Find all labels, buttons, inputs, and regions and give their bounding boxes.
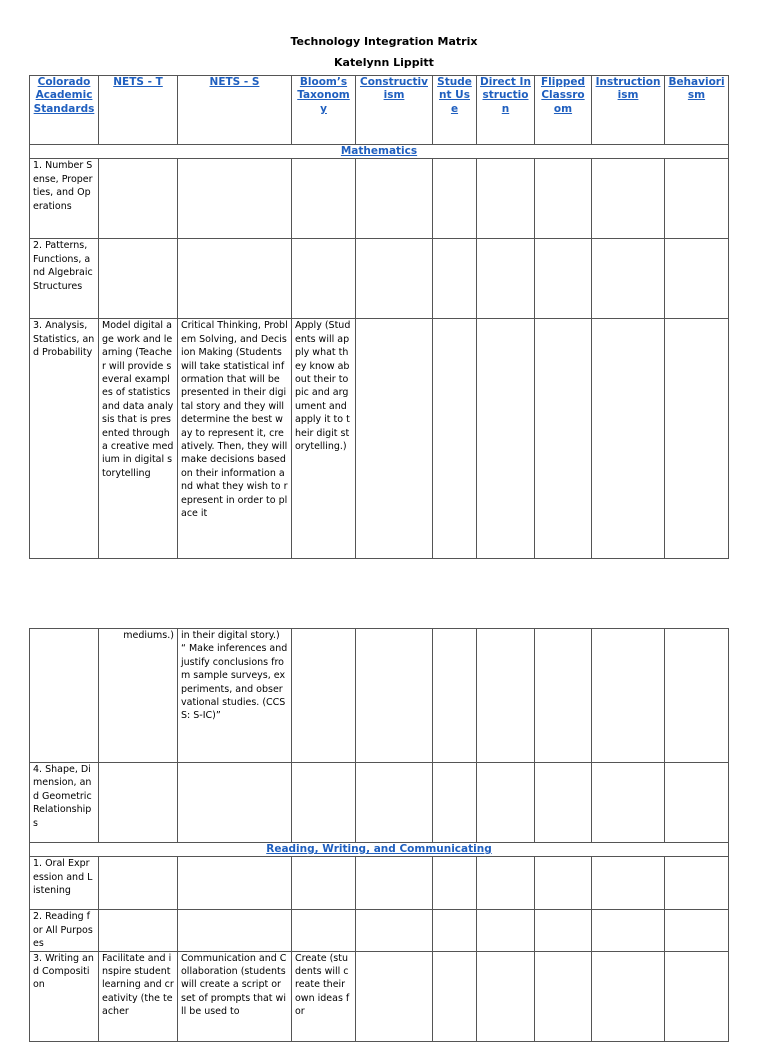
header-link[interactable]: Flipped Classroom [540,76,586,115]
header-link[interactable]: Direct Instruction [480,76,531,115]
standard-cell: 3. Writing and Composition [30,951,99,1041]
blooms-cell: Apply (Students will apply what they know about their topic and argument and apply it to their digit storytelling.) [292,319,356,559]
header-link[interactable]: NETS - T [113,76,163,88]
empty-cell [356,629,433,763]
header-link[interactable]: NETS - S [209,76,260,88]
empty-cell [592,159,665,239]
empty-cell [356,763,433,843]
empty-cell [665,239,729,319]
table-row [30,319,729,559]
blooms-cell [292,857,356,910]
empty-cell [592,629,665,763]
nets-s-cell: Communication and Collaboration (students will create a script or set of prompts that will be used to [178,951,292,1041]
empty-cell [356,239,433,319]
document-author: Katelynn Lippitt [334,56,434,69]
empty-cell [356,910,433,951]
header-blooms[interactable] [292,76,356,145]
standard-cell: 4. Shape, Dimension, and Geometric Relationships [30,763,99,843]
section-row-mathematics [30,145,729,159]
nets-s-cell: Critical Thinking, Problem Solving, and Decision Making (Students will take statistical information that will be presented in their digital story and they will determine the best way to represent it, creatively. Then, they will make decisions based on their information and what they wish to represent in order to place it [178,319,292,559]
empty-cell [433,159,477,239]
empty-cell [477,319,535,559]
empty-cell [356,319,433,559]
empty-cell [665,910,729,951]
empty-cell [535,763,592,843]
empty-cell [433,951,477,1041]
empty-cell [356,159,433,239]
nets-t-cell [99,239,178,319]
section-heading[interactable] [30,145,729,159]
empty-cell [433,857,477,910]
nets-t-cell [99,159,178,239]
blooms-cell [292,629,356,763]
empty-cell [665,951,729,1041]
nets-t-cell [99,763,178,843]
header-behaviorism[interactable] [665,76,729,145]
nets-s-cell [178,239,292,319]
blooms-cell [292,239,356,319]
table-row [30,239,729,319]
section-row-reading-writing [30,843,729,857]
empty-cell [477,951,535,1041]
empty-cell [535,629,592,763]
empty-cell [433,239,477,319]
nets-t-cell: mediums.) [99,629,178,763]
empty-cell [665,763,729,843]
empty-cell [356,951,433,1041]
standard-cell: 1. Number Sense, Properties, and Operations [30,159,99,239]
empty-cell [592,951,665,1041]
standard-cell: 3. Analysis, Statistics, and Probability [30,319,99,559]
table-row [30,910,729,951]
table-row [30,629,729,763]
nets-s-cell [178,910,292,951]
section-link[interactable]: Reading, Writing, and Communicating [266,843,492,855]
empty-cell [477,239,535,319]
empty-cell [433,910,477,951]
nets-s-cell [178,159,292,239]
matrix-table-page-1 [29,75,729,559]
header-instructionism[interactable] [592,76,665,145]
nets-t-cell [99,910,178,951]
empty-cell [477,629,535,763]
header-nets-t[interactable] [99,76,178,145]
section-link[interactable]: Mathematics [340,145,418,157]
header-link[interactable]: Bloom’s Taxonomy [297,76,350,115]
empty-cell [665,159,729,239]
empty-cell [665,629,729,763]
nets-t-cell: Model digital age work and learning (Teacher will provide several examples of statistics and data analysis that is presented through a creative medium in digital storytelling [99,319,178,559]
matrix-table-page-2 [29,628,729,1042]
empty-cell [665,857,729,910]
empty-cell [535,159,592,239]
header-direct-instruction[interactable] [477,76,535,145]
nets-s-cell [178,857,292,910]
empty-cell [665,319,729,559]
section-heading[interactable] [30,843,729,857]
empty-cell [433,319,477,559]
nets-t-cell [99,857,178,910]
empty-cell [433,763,477,843]
header-flipped-classroom[interactable] [535,76,592,145]
empty-cell [592,763,665,843]
document-title: Technology Integration Matrix [290,35,478,48]
empty-cell [477,910,535,951]
empty-cell [477,857,535,910]
empty-cell [535,319,592,559]
empty-cell [477,159,535,239]
table-row [30,951,729,1041]
empty-cell [592,857,665,910]
blooms-cell [292,763,356,843]
empty-cell [592,910,665,951]
header-link[interactable]: Constructivism [359,76,428,102]
nets-s-cell [178,763,292,843]
empty-cell [592,319,665,559]
empty-cell [535,857,592,910]
header-constructivism[interactable] [356,76,433,145]
empty-cell [535,910,592,951]
blooms-cell [292,910,356,951]
nets-s-cell: in their digital story.) “ Make inferences and justify conclusions from sample surveys, experiments, and observational studies. (CCSS: S-IC)” [178,629,292,763]
empty-cell [477,763,535,843]
table-row [30,763,729,843]
header-link[interactable]: Behaviorism [668,76,725,102]
header-link[interactable]: Student Use [437,76,472,115]
header-row [30,76,729,145]
empty-cell [535,951,592,1041]
blooms-cell: Create (students will create their own ideas for [292,951,356,1041]
table-row [30,857,729,910]
header-student-use[interactable] [433,76,477,145]
empty-cell [356,857,433,910]
standard-cell: 2. Patterns, Functions, and Algebraic Structures [30,239,99,319]
table-row [30,159,729,239]
empty-cell [433,629,477,763]
nets-t-cell: Facilitate and inspire student learning and creativity (the teacher [99,951,178,1041]
header-nets-s[interactable] [178,76,292,145]
empty-cell [535,239,592,319]
standard-cell [30,629,99,763]
header-colorado-standards[interactable] [30,76,99,145]
standard-cell: 1. Oral Expression and Listening [30,857,99,910]
header-link[interactable]: Colorado Academic Standards [33,76,95,115]
header-link[interactable]: Instructionism [595,76,661,102]
blooms-cell [292,159,356,239]
empty-cell [592,239,665,319]
standard-cell: 2. Reading for All Purposes [30,910,99,951]
